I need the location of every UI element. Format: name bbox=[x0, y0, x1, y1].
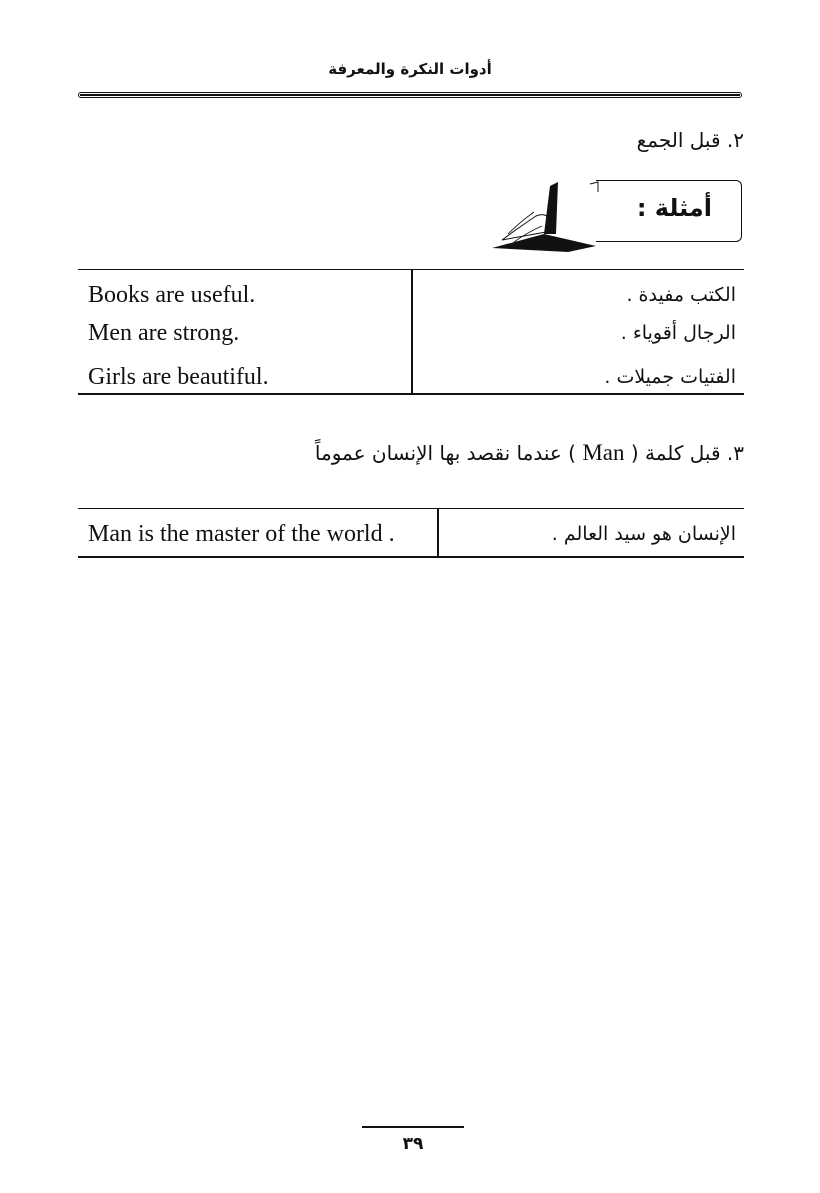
section-3-heading-suffix: ) عندما نقصد بها الإنسان عموماً bbox=[314, 441, 583, 465]
table-divider bbox=[411, 270, 413, 393]
arabic-sentence-3: الفتيات جميلات . bbox=[604, 366, 736, 388]
page-number: ٣٩ bbox=[402, 1134, 424, 1154]
section-3-heading-word: Man bbox=[582, 440, 625, 465]
examples-label: أمثلة : bbox=[636, 194, 712, 222]
table-divider bbox=[437, 509, 439, 556]
arabic-sentence-1: الكتب مفيدة . bbox=[626, 284, 736, 306]
examples-table-plural bbox=[78, 269, 744, 395]
section-2-heading: ٢. قبل الجمع bbox=[636, 128, 744, 152]
header-rule-inner bbox=[80, 94, 740, 96]
arabic-sentence-2: الرجال أقوياء . bbox=[620, 322, 736, 344]
section-3-heading-prefix: ٣. قبل كلمة ( bbox=[624, 441, 744, 465]
english-sentence-man: Man is the master of the world . bbox=[88, 521, 395, 547]
running-title: أدوات النكرة والمعرفة bbox=[328, 60, 492, 78]
pointing-hand-icon bbox=[484, 176, 614, 268]
section-3-heading bbox=[315, 440, 744, 466]
examples-table-man bbox=[78, 508, 744, 558]
footer-rule bbox=[362, 1126, 464, 1128]
english-sentence-2: Men are strong. bbox=[88, 320, 240, 346]
english-sentence-1: Books are useful. bbox=[88, 282, 256, 308]
english-sentence-3: Girls are beautiful. bbox=[88, 364, 269, 390]
arabic-sentence-man: الإنسان هو سيد العالم . bbox=[551, 523, 736, 545]
